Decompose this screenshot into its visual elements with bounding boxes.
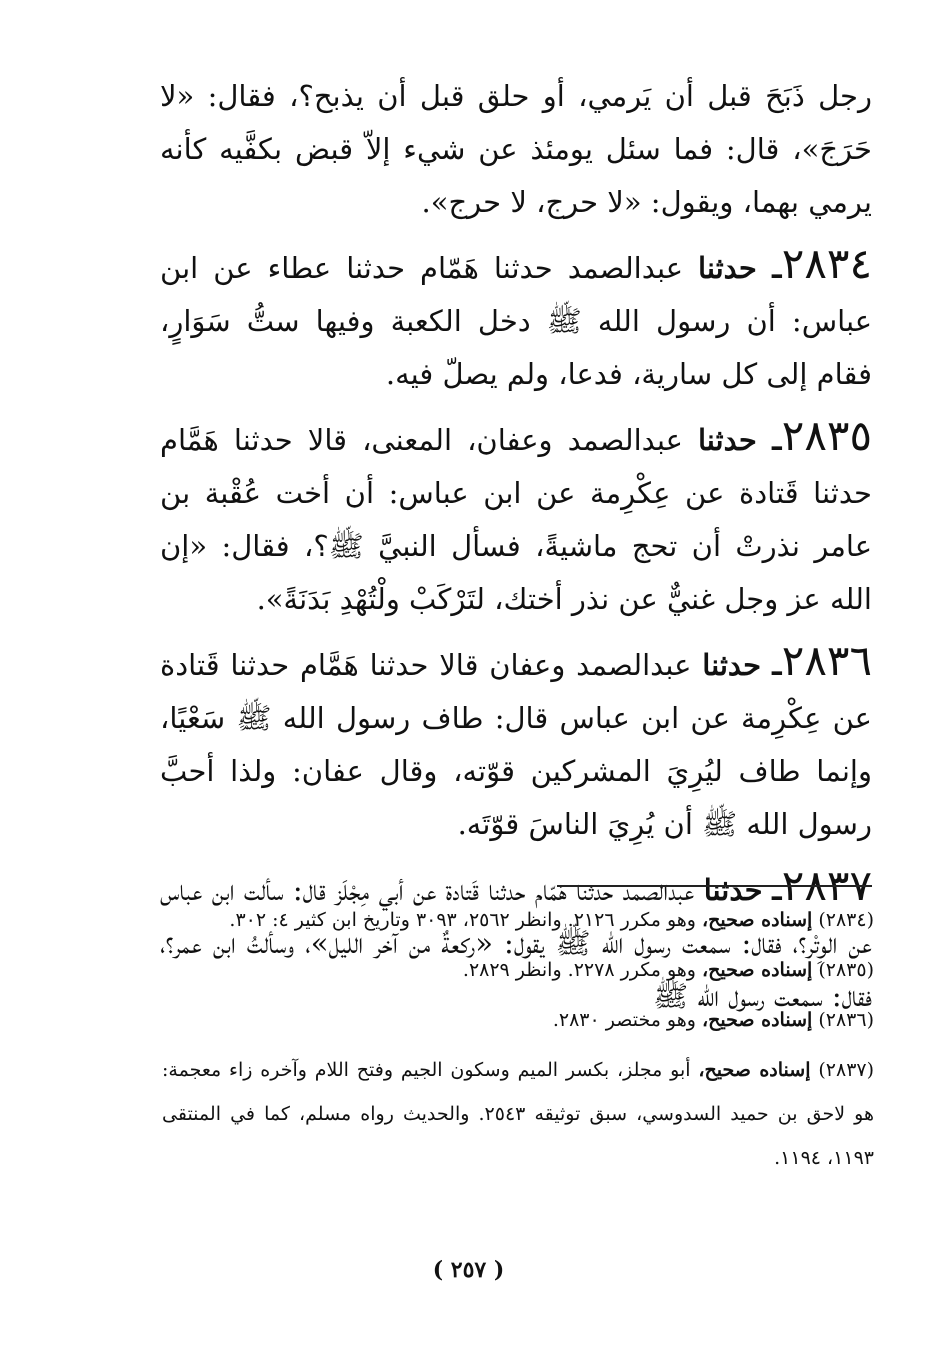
footnote-grade: إسناده صحيح،	[698, 1059, 811, 1081]
hadith-lead: حدثنا	[697, 423, 757, 457]
hadith-number: ٢٨٣٦	[781, 636, 872, 685]
footnote-grade: إسناده صحيح،	[702, 1009, 813, 1031]
footnote-text: وهو مختصر ٢٨٣٠.	[552, 1009, 696, 1031]
footnote-ref: (٢٨٣٥)	[818, 959, 874, 981]
hadith-lead: حدثنا	[703, 873, 763, 907]
continuation-paragraph: رجل ذَبَحَ قبل أن يَرمي، أو حلق قبل أن يذبح؟، فقال: «لا حَرَجَ»، قال: فما سئل يومئذ عن شيء إلاّ قبض بكفَّيه كأنه يرمي بهما، ويقول: «لا حرج، لا حرج».	[160, 79, 872, 219]
footnote-divider	[557, 885, 872, 887]
hadith-text: عبدالصمد حدثنا هَمّام حدثنا قَتادة عن أبي مِجْلَز قال: سألت ابن عباس عن الوِتْر؟، فقال: سمعت رسول الله ﷺ يقول: «ركعةٌ من آخر الليل»، وسألتُ ابن عمر؟، فقال: سمعت رسول الله ﷺ	[160, 873, 872, 1013]
hadith-dash: ـ	[771, 423, 782, 457]
footnote-text: وهو مكرر ٢١٢٦. وانظر ٢٥٦٢، ٣٠٩٣ وتاريخ ابن كثير ٤:	[272, 909, 696, 931]
hadith-2834	[160, 237, 872, 401]
footnote-continuation: لاحق بن حميد السدوسي، سبق توثيقه ٢٥٤٣. والحديث رواه مسلم، كما في المنتقى ١١٩٣، ١١٩٤.	[162, 1103, 874, 1169]
hadith-dash: ـ	[771, 873, 782, 907]
footnote-2837	[162, 1048, 874, 1180]
hadith-text: عبدالصمد حدثنا هَمّام حدثنا عطاء عن ابن عباس: أن رسول الله ﷺ دخل الكعبة وفيها ستُّ سَوَارٍ، فقام إلى كل سارية، فدعا، ولم يصلّ فيه.	[160, 251, 872, 391]
hadith-dash: ـ	[771, 648, 782, 682]
hadith-number: ٢٨٣٧	[781, 861, 873, 910]
footnote-grade: إسناده صحيح،	[702, 909, 813, 931]
hadith-2836	[160, 634, 872, 851]
footnote-text: وهو مكرر ٢٢٧٨. وانظر ٢٨٢٩.	[462, 959, 696, 981]
hadith-2835	[160, 409, 872, 626]
footnote-grade: إسناده صحيح،	[702, 959, 813, 981]
footnote-2835	[162, 948, 874, 992]
footnote-ref: (٢٨٣٤)	[818, 909, 874, 931]
hadith-lead: حدثنا	[698, 251, 757, 285]
hadith-text: عبدالصمد وعفان قالا حدثنا هَمَّام حدثنا قَتادة عن عِكْرِمة عن ابن عباس قال: طاف رسول الله ﷺ سَعْيًا، وإنما طاف ليُرِيَ المشركين قوّته، وقال عفان: ولذا أحبَّ رسول الله ﷺ أن يُرِيَ الناسَ قوّتَه.	[160, 648, 872, 841]
footnotes	[162, 898, 874, 1186]
main-text	[160, 70, 872, 1023]
hadith-lead: حدثنا	[702, 648, 762, 682]
page-number: ( ٢٥٧ )	[432, 1257, 505, 1283]
footnote-ref: (٢٨٣٦)	[818, 1009, 874, 1031]
hadith-dash: ـ	[771, 251, 782, 285]
hadith-number: ٢٨٣٤	[781, 239, 872, 288]
hadith-text: عبدالصمد وعفان، المعنى، قالا حدثنا هَمَّام حدثنا قَتادة عن عِكْرِمة عن ابن عباس: أن أخت عُقْبة بن عامر نذرتْ أن تحج ماشيةً، فسأل النبيَّ ﷺ؟، فقال: «إن الله عز وجل غنيٌّ عن نذر أختك، لتَرْكَبْ ولْتُهْدِ بَدَنَةً».	[160, 423, 872, 616]
hadith-number: ٢٨٣٥	[781, 411, 872, 460]
footnote-continuation: ٣٠٢.	[229, 909, 267, 931]
footnote-ref: (٢٨٣٧)	[818, 1059, 875, 1081]
footnote-2834	[162, 898, 874, 942]
footnote-2836	[162, 998, 874, 1042]
footnote-text: أبو مجلز، بكسر الميم وسكون الجيم وفتح اللام وآخره زاء معجمة: هو	[162, 1059, 875, 1125]
